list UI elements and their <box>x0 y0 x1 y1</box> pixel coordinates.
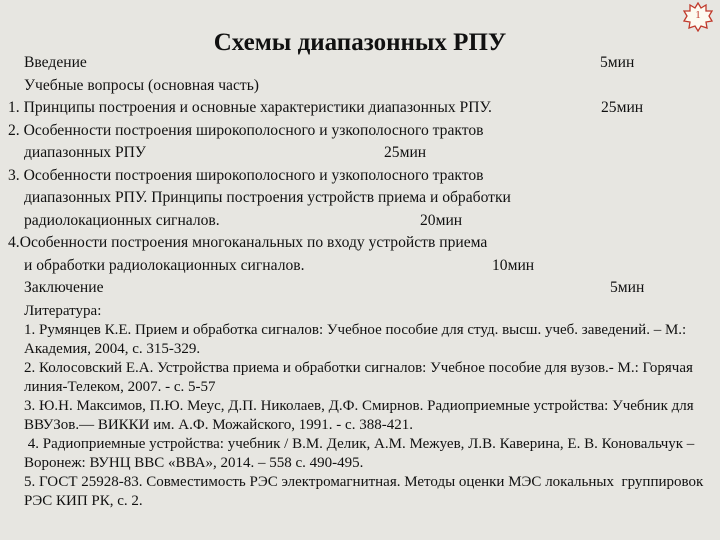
literature-heading: Литература: <box>24 303 102 319</box>
page-number-badge <box>683 2 713 32</box>
lesson-plan <box>0 52 720 300</box>
plan-q3-time: 20мин <box>420 211 463 229</box>
questions-heading-text: Учебные вопросы (основная часть) <box>24 76 260 94</box>
plan-q1-time: 25мин <box>601 99 644 116</box>
plan-q3-cont <box>0 187 720 210</box>
plan-q4-time: 10мин <box>492 256 535 274</box>
plan-q3 <box>0 165 720 188</box>
plan-q3-line2: диапазонных РПУ. Принципы построения устройств приема и обработки <box>24 189 511 206</box>
plan-conclusion-label: Заключение <box>24 279 104 296</box>
plan-q2-label: диапазонных РПУ <box>24 144 146 161</box>
literature-item: 1. Румянцев К.Е. Прием и обработка сигналов: Учебное пособие для студ. высш. учеб. заведений. – М.: Академия, 2004, с. 315-329. <box>24 322 687 357</box>
literature-item: 3. Ю.Н. Максимов, П.Ю. Меус, Д.П. Николаев, Д.Ф. Смирнов. Радиоприемные устройства: Учебник для ВВУЗов.— ВИККИ им. А.Ф. Можайского, 1991. - с. 388-421. <box>24 398 694 433</box>
plan-q1-label: 1. Принципы построения и основные характеристики диапазонных РПУ. <box>8 99 492 116</box>
plan-q3-cont2 <box>0 210 720 233</box>
plan-intro <box>0 52 720 75</box>
plan-q4-label: и обработки радиолокационных сигналов. <box>24 256 305 274</box>
plan-questions-heading <box>0 75 720 98</box>
plan-q4-line1: 4.Особенности построения многоканальных по входу устройств приема <box>8 234 488 251</box>
plan-q1 <box>0 97 720 120</box>
plan-q2-time: 25мин <box>384 144 427 161</box>
plan-q4-cont <box>0 255 720 278</box>
plan-q2-line1: 2. Особенности построения широкополосного и узкополосного трактов <box>8 121 484 139</box>
plan-q2 <box>0 120 720 143</box>
plan-intro-time: 5мин <box>600 54 635 71</box>
literature-section <box>24 302 708 511</box>
page-number: 1 <box>695 9 701 21</box>
plan-intro-label: Введение <box>24 54 87 71</box>
plan-q2-cont <box>0 142 720 165</box>
plan-q4 <box>0 232 720 255</box>
plan-q3-line1: 3. Особенности построения широкополосного и узкополосного трактов <box>8 166 484 184</box>
plan-q3-label: радиолокационных сигналов. <box>24 211 220 229</box>
literature-item: 2. Колосовский Е.А. Устройства приема и обработки сигналов: Учебное пособие для вузов.- М.: Горячая линия-Телеком, 2007. - с. 5-57 <box>24 360 693 395</box>
plan-conclusion-time: 5мин <box>610 279 645 296</box>
plan-conclusion <box>0 277 720 300</box>
literature-item: 5. ГОСТ 25928-83. Совместимость РЭС электромагнитная. Методы оценки МЭС локальных группировок РЭС КИП РК, с. 2. <box>24 474 708 509</box>
literature-item: 4. Радиоприемные устройства: учебник / В.М. Делик, А.М. Межуев, Л.В. Каверина, Е. В. Коновальчук – Воронеж: ВУНЦ ВВС «ВВА», 2014. – 558 с. 490-495. <box>24 436 699 471</box>
slide-title: Схемы диапазонных РПУ <box>213 29 507 56</box>
